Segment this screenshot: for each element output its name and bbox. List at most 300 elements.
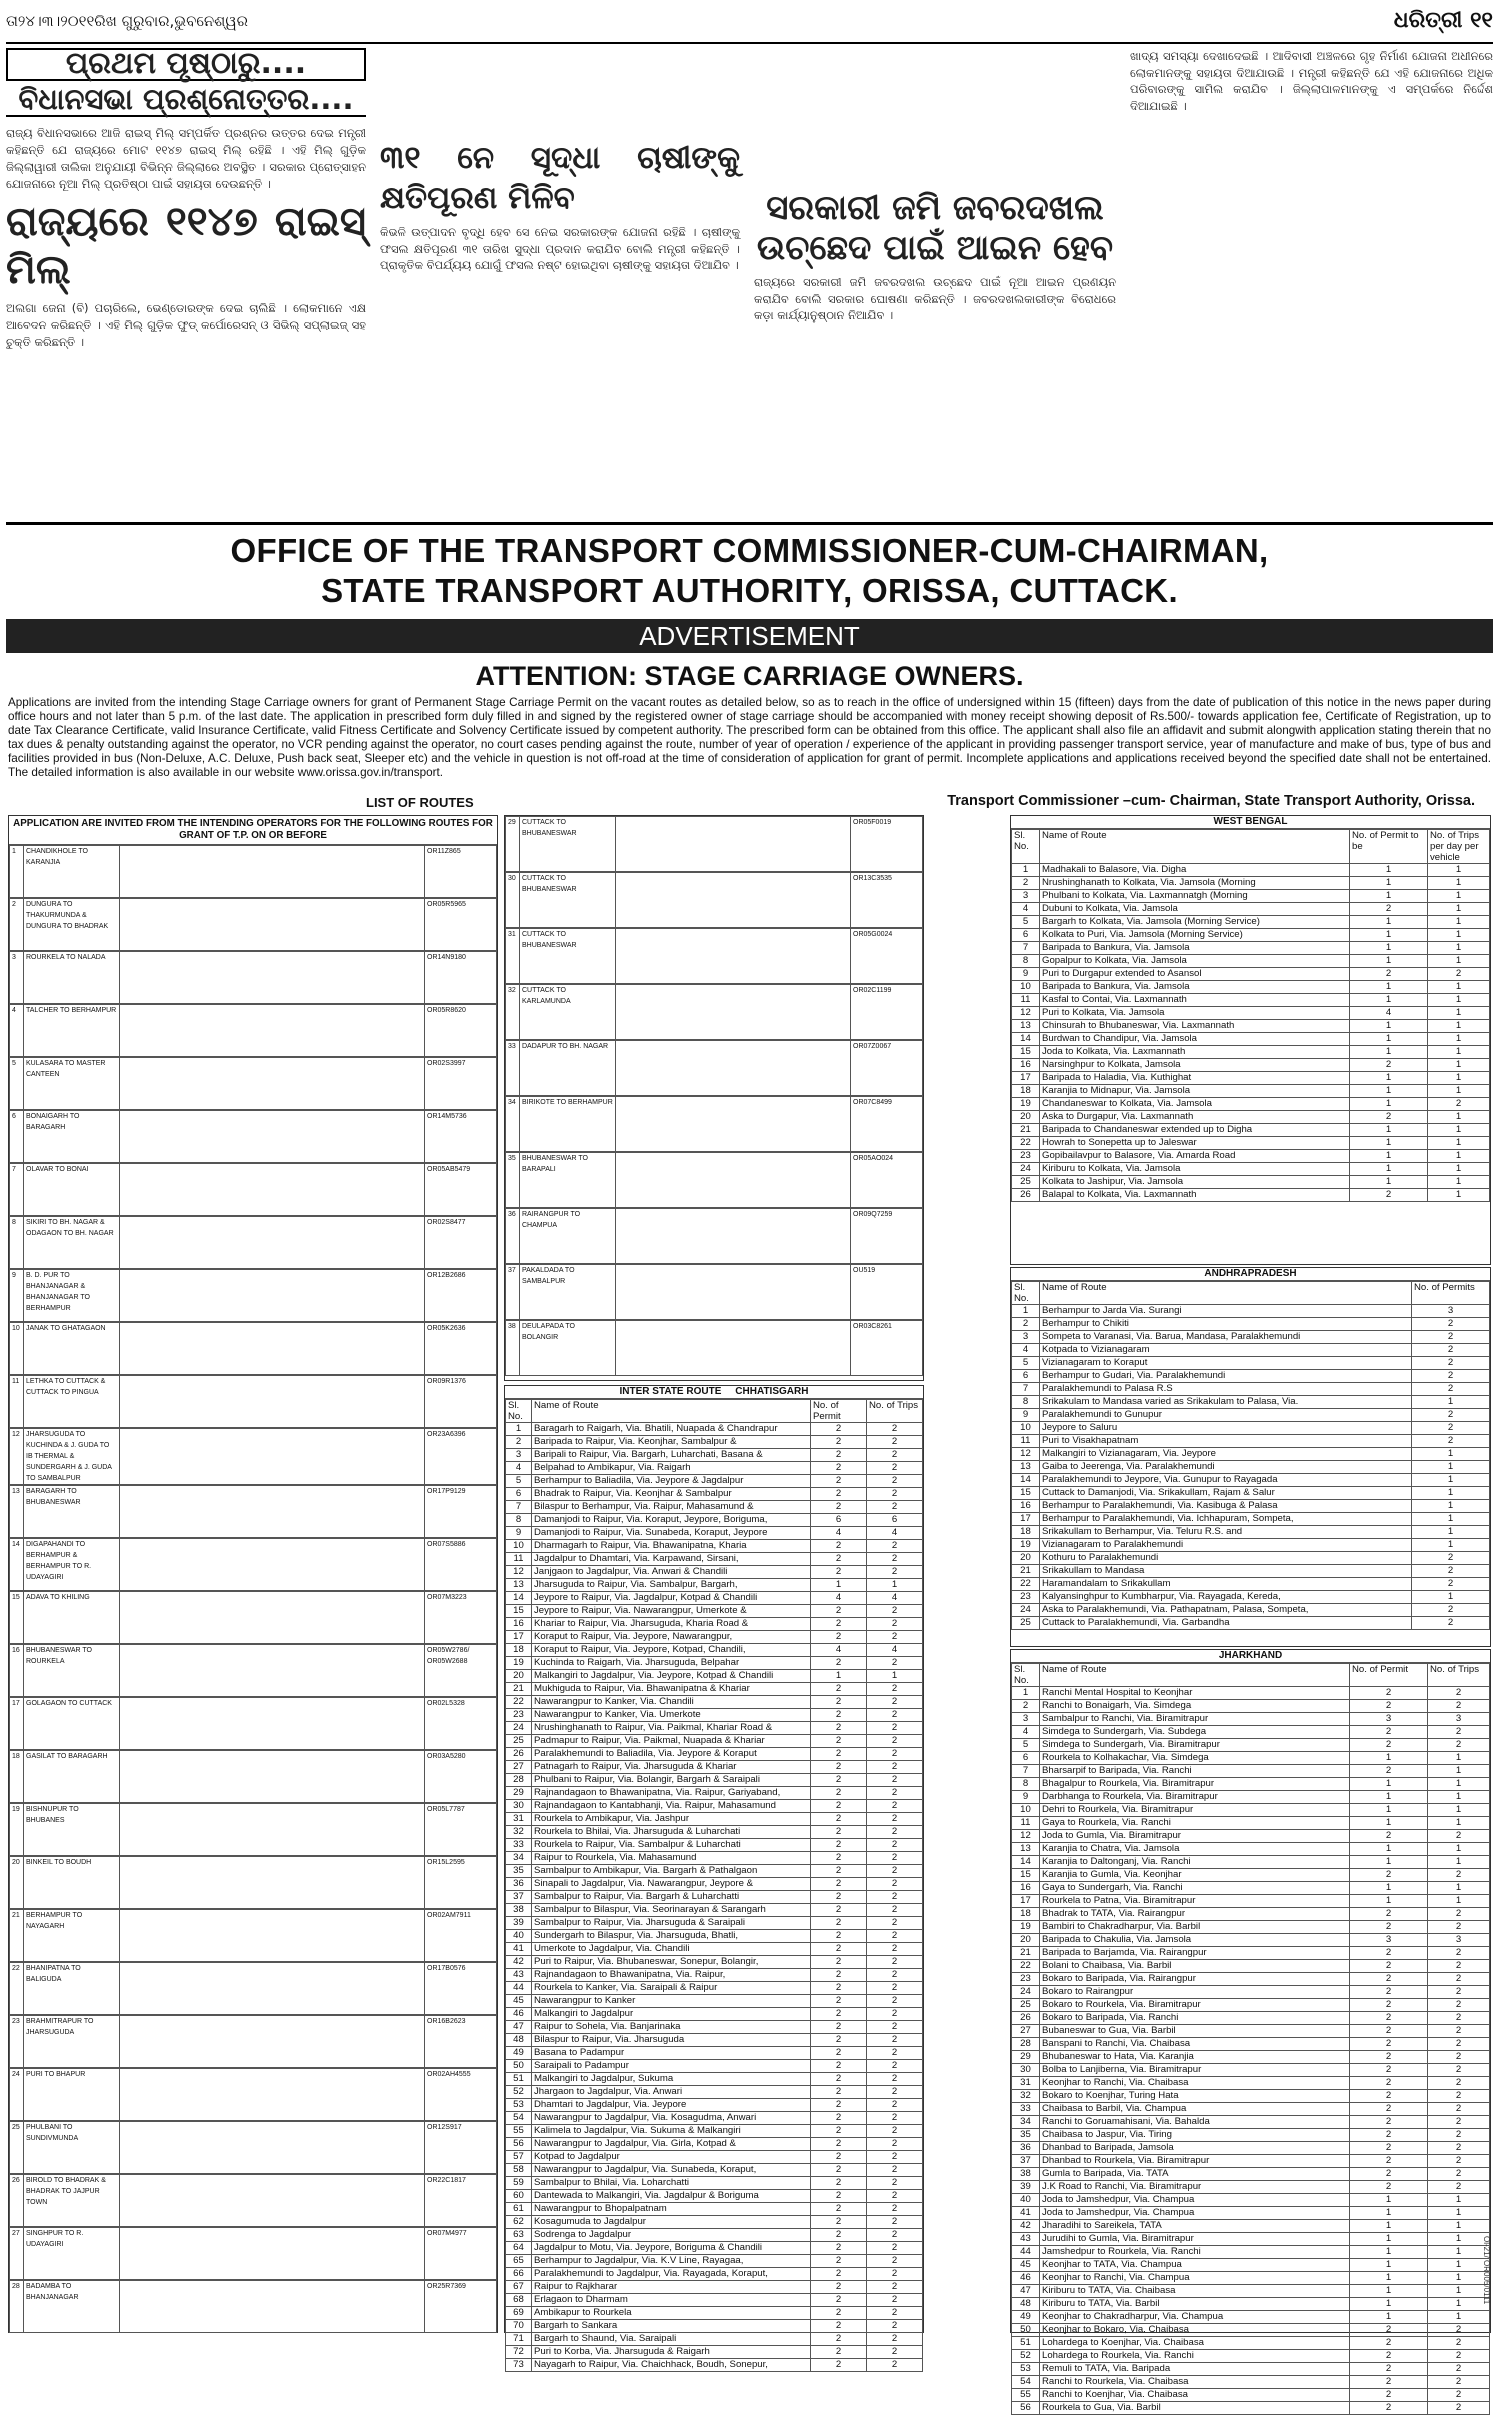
vehicle-number: OR02L5328 <box>425 1698 497 1750</box>
table-cell: 1 <box>1350 864 1428 877</box>
table-cell: 31 <box>506 1813 532 1826</box>
table-row <box>1012 2142 1490 2155</box>
list-of-routes-label: LIST OF ROUTES <box>366 795 474 810</box>
route-timetable <box>505 1264 923 1320</box>
table-cell: 2 <box>1428 1830 1490 1843</box>
route-name: JHARSUGUDA TO KUCHINDA & J. GUDA TO IB THERMAL & SUNDERGARH & J. GUDA TO SAMBALPUR <box>24 1429 120 1485</box>
route-timetable <box>505 1040 923 1096</box>
table-cell: 1 <box>1428 2233 1490 2246</box>
table-row <box>506 1826 923 1839</box>
table-row <box>1012 1098 1490 1111</box>
route-timetable <box>505 984 923 1040</box>
table-cell: 2 <box>1412 1409 1490 1422</box>
table-cell: 9 <box>1012 1791 1040 1804</box>
table-row <box>506 2359 923 2372</box>
table-row <box>1012 1895 1490 1908</box>
table-row <box>1012 1435 1490 1448</box>
table-cell: 2 <box>1350 1960 1428 1973</box>
vehicle-number: OR05L7787 <box>425 1804 497 1856</box>
route-name: PHULBANI TO SUNDIVMUNDA <box>24 2122 120 2174</box>
table-cell: Aska to Durgapur, Via. Laxmannath <box>1040 1111 1350 1124</box>
table-cell: 32 <box>506 1826 532 1839</box>
table-cell: 17 <box>1012 1895 1040 1908</box>
table-cell: 1 <box>1350 2272 1428 2285</box>
table-cell: 2 <box>867 1956 923 1969</box>
table-cell: 4 <box>1012 1344 1040 1357</box>
table-cell: Berhampur to Paralakhemundi, Via. Kasibuga & Palasa <box>1040 1500 1412 1513</box>
table-cell: Joda to Gumla, Via. Biramitrapur <box>1040 1830 1350 1843</box>
table-cell: Nawarangpur to Kanker, Via. Umerkote <box>532 1709 811 1722</box>
table-cell: Remuli to TATA, Via. Baripada <box>1040 2363 1350 2376</box>
table-cell: 1 <box>1350 1163 1428 1176</box>
table-cell: Cuttack to Damanjodi, Via. Srikakullam, Rajam & Salur <box>1040 1487 1412 1500</box>
table-cell: 2 <box>867 1566 923 1579</box>
route-name: BRAHMITRAPUR TO JHARSUGUDA <box>24 2016 120 2068</box>
timing-grid <box>120 1804 425 1856</box>
table-row <box>1012 1565 1490 1578</box>
timing-grid <box>120 1751 425 1803</box>
table-row <box>506 1501 923 1514</box>
table-cell: 1 <box>1350 929 1428 942</box>
table-row <box>506 1995 923 2008</box>
route-name: BIROLD TO BHADRAK & BHADRAK TO JAJPUR TOWN <box>24 2175 120 2227</box>
table-cell: 16 <box>1012 1059 1040 1072</box>
table-row <box>1012 1474 1490 1487</box>
route-timetable <box>9 1803 497 1856</box>
table-cell: Ranchi Mental Hospital to Keonjhar <box>1040 1687 1350 1700</box>
table-cell: 1 <box>1412 1461 1490 1474</box>
table-row <box>506 1631 923 1644</box>
table-cell: 2 <box>1428 2116 1490 2129</box>
table-cell: 4 <box>811 1527 867 1540</box>
route-timetable <box>9 1428 497 1485</box>
table-cell: 1 <box>1350 1882 1428 1895</box>
table-cell: 70 <box>506 2320 532 2333</box>
table-cell: 1 <box>1412 1500 1490 1513</box>
route-number: 6 <box>10 1111 24 1163</box>
table-cell: 2 <box>1428 2389 1490 2402</box>
ad-reference-code: Ol-21/ OR005/0111 <box>1482 2235 1491 2304</box>
table-cell: 1 <box>1412 1591 1490 1604</box>
table-cell: J.K Road to Ranchi, Via. Biramitrapur <box>1040 2181 1350 2194</box>
table-cell: 2 <box>867 2008 923 2021</box>
table-cell: 2 <box>1350 2155 1428 2168</box>
table-cell: 1 <box>1412 1526 1490 1539</box>
table-row <box>1012 2350 1490 2363</box>
table-cell: Keonjhar to Chakradharpur, Via. Champua <box>1040 2311 1350 2324</box>
table-cell: 38 <box>1012 2168 1040 2181</box>
table-row <box>1012 2194 1490 2207</box>
table-cell: 8 <box>1012 955 1040 968</box>
table-cell: 2 <box>867 2177 923 2190</box>
table-cell: 2 <box>1412 1318 1490 1331</box>
left-table-header: APPLICATION ARE INVITED FROM THE INTENDING OPERATORS FOR THE FOLLOWING ROUTES FOR GRANT OF T.P. ON OR BEFORE <box>9 816 497 845</box>
table-row <box>1012 1778 1490 1791</box>
table-cell: 21 <box>1012 1565 1040 1578</box>
table-cell: 2 <box>1428 968 1490 981</box>
table-cell: 73 <box>506 2359 532 2372</box>
table-row <box>506 1891 923 1904</box>
news-section <box>6 48 1493 518</box>
table-cell: 54 <box>506 2112 532 2125</box>
table-cell: 2 <box>867 1735 923 1748</box>
timing-grid <box>120 2016 425 2068</box>
table-cell: 2 <box>1350 2389 1428 2402</box>
table-row <box>1012 1526 1490 1539</box>
table-cell: 2 <box>811 2242 867 2255</box>
table-cell: 2 <box>867 1865 923 1878</box>
table-cell: 1 <box>1350 877 1428 890</box>
table-cell: Paralakhemundi to Jagdalpur, Via. Rayagada, Koraput, <box>532 2268 811 2281</box>
signature-line: Transport Commissioner –cum- Chairman, State Transport Authority, Orissa. <box>947 793 1475 809</box>
table-cell: 47 <box>1012 2285 1040 2298</box>
table-row <box>506 1956 923 1969</box>
vehicle-number: OR13C3535 <box>851 873 923 928</box>
table-cell: Kothuru to Paralakhemundi <box>1040 1552 1412 1565</box>
table-cell: 56 <box>506 2138 532 2151</box>
table-row <box>1012 1033 1490 1046</box>
table-cell: Sundergarh to Bilaspur, Via. Jharsuguda, Bhatli, <box>532 1930 811 1943</box>
table-row <box>506 2281 923 2294</box>
table-cell: 2 <box>867 1553 923 1566</box>
table-cell: Phulbani to Raipur, Via. Bolangir, Bargarh & Saraipali <box>532 1774 811 1787</box>
table-cell: Kalimela to Jagdalpur, Via. Sukuma & Malkangiri <box>532 2125 811 2138</box>
timing-grid <box>120 1217 425 1269</box>
table-cell: 2 <box>867 1488 923 1501</box>
table-cell: 2 <box>811 1852 867 1865</box>
west-bengal-title: WEST BENGAL <box>1011 816 1490 829</box>
table-cell: 1 <box>1350 942 1428 955</box>
route-timetable <box>9 1750 497 1803</box>
timing-grid <box>616 1321 851 1376</box>
table-cell: Kosagumuda to Jagdalpur <box>532 2216 811 2229</box>
table-cell: 2 <box>867 1839 923 1852</box>
table-cell: Baripada to Barjamda, Via. Rairangpur <box>1040 1947 1350 1960</box>
table-cell: 28 <box>1012 2038 1040 2051</box>
table-cell: Rourkela to Kanker, Via. Saraipali & Raipur <box>532 1982 811 1995</box>
table-cell: Joda to Jamshedpur, Via. Champua <box>1040 2194 1350 2207</box>
table-cell: 1 <box>1428 1765 1490 1778</box>
table-row <box>506 2099 923 2112</box>
table-cell: 10 <box>506 1540 532 1553</box>
table-cell: 9 <box>506 1527 532 1540</box>
table-cell: 4 <box>811 1592 867 1605</box>
table-cell: Ranchi to Rourkela, Via. Chaibasa <box>1040 2376 1350 2389</box>
table-cell: Bhagalpur to Rourkela, Via. Biramitrapur <box>1040 1778 1350 1791</box>
table-cell: Bokaro to Koenjhar, Turing Hata <box>1040 2090 1350 2103</box>
table-cell: 1 <box>1428 1111 1490 1124</box>
table-row <box>506 1657 923 1670</box>
table-cell: 2 <box>867 1709 923 1722</box>
table-row <box>1012 1960 1490 1973</box>
table-cell: Joda to Jamshedpur, Via. Champua <box>1040 2207 1350 2220</box>
table-cell: Keonjhar to Bokaro, Via. Chaibasa <box>1040 2324 1350 2337</box>
table-cell: Mukhiguda to Raipur, Via. Bhawanipatna & Khariar <box>532 1683 811 1696</box>
page-header <box>6 4 1493 44</box>
table-cell: Chinsurah to Bhubaneswar, Via. Laxmannath <box>1040 1020 1350 1033</box>
table-row <box>1012 1921 1490 1934</box>
route-timetable <box>9 1216 497 1269</box>
table-cell: 2 <box>1350 968 1428 981</box>
table-row <box>1012 1163 1490 1176</box>
table-cell: 2 <box>867 1501 923 1514</box>
table-cell: 2 <box>506 1436 532 1449</box>
table-cell: 2 <box>1428 2155 1490 2168</box>
table-cell: 7 <box>1012 1383 1040 1396</box>
table-cell: Damanjodi to Raipur, Via. Koraput, Jeypore, Boriguma, <box>532 1514 811 1527</box>
table-row <box>1012 1713 1490 1726</box>
table-cell: 4 <box>1012 1726 1040 1739</box>
table-cell: Rourkela to Patna, Via. Biramitrapur <box>1040 1895 1350 1908</box>
table-cell: 1 <box>1428 2194 1490 2207</box>
table-cell: 2 <box>811 2281 867 2294</box>
table-cell: Nawarangpur to Jagdalpur, Via. Girla, Kotpad & <box>532 2138 811 2151</box>
table-cell: Puri to Korba, Via. Jharsuguda & Raigarh <box>532 2346 811 2359</box>
table-cell: 2 <box>811 1904 867 1917</box>
table-cell: 2 <box>1350 1986 1428 1999</box>
table-cell: 2 <box>1428 2064 1490 2077</box>
vehicle-number: OR02C1199 <box>851 985 923 1040</box>
table-cell: Bhubaneswar to Hata, Via. Karanjia <box>1040 2051 1350 2064</box>
table-cell: Banspani to Ranchi, Via. Chaibasa <box>1040 2038 1350 2051</box>
table-cell: 2 <box>1412 1552 1490 1565</box>
table-cell: 1 <box>1350 1176 1428 1189</box>
table-cell: 2 <box>867 2021 923 2034</box>
table-cell: 1 <box>1350 1046 1428 1059</box>
table-cell: Nawarangpur to Kanker, Via. Chandili <box>532 1696 811 1709</box>
table-cell: 2 <box>811 1501 867 1514</box>
table-cell: Saraipali to Padampur <box>532 2060 811 2073</box>
table-row <box>1012 1869 1490 1882</box>
table-cell: 1 <box>1012 864 1040 877</box>
table-cell: 2 <box>811 1605 867 1618</box>
table-cell: 3 <box>506 1449 532 1462</box>
compensation-headline: ୩୧ ନେ ସୂଦ୍ଧା ଚାଷୀଙ୍କୁ କ୍ଷତିପୂରଣ ମିଳିବ <box>380 140 740 216</box>
table-cell: 23 <box>506 1709 532 1722</box>
table-cell: 15 <box>506 1605 532 1618</box>
table-cell: 1 <box>1428 1817 1490 1830</box>
table-cell: 2 <box>811 2060 867 2073</box>
table-cell: 1 <box>1412 1474 1490 1487</box>
route-timetable <box>505 928 923 984</box>
table-row <box>506 2021 923 2034</box>
table-cell: 2 <box>811 1631 867 1644</box>
table-cell: 1 <box>1428 1895 1490 1908</box>
table-cell: 42 <box>506 1956 532 1969</box>
table-cell: 52 <box>1012 2350 1040 2363</box>
table-row <box>506 1683 923 1696</box>
table-cell: Kasfal to Contai, Via. Laxmannath <box>1040 994 1350 1007</box>
table-cell: Sambalpur to Raipur, Via. Jharsuguda & Saraipali <box>532 1917 811 1930</box>
table-cell: 1 <box>1350 981 1428 994</box>
table-cell: 19 <box>1012 1921 1040 1934</box>
timing-grid <box>120 1592 425 1644</box>
timing-grid <box>120 2228 425 2280</box>
col-sl: Sl. No. <box>1012 830 1040 864</box>
timing-grid <box>120 1270 425 1322</box>
table-row <box>1012 2129 1490 2142</box>
table-cell: 2 <box>1428 2090 1490 2103</box>
table-cell: 1 <box>1350 2233 1428 2246</box>
andhra-title: ANDHRAPRADESH <box>1011 1268 1490 1281</box>
route-number: 21 <box>10 1910 24 1962</box>
table-cell: 1 <box>1350 1895 1428 1908</box>
table-row <box>1012 1007 1490 1020</box>
table-cell: 15 <box>1012 1046 1040 1059</box>
table-row <box>506 1787 923 1800</box>
timing-grid <box>120 1429 425 1485</box>
table-cell: 44 <box>1012 2246 1040 2259</box>
table-cell: 59 <box>506 2177 532 2190</box>
table-cell: 1 <box>1350 1137 1428 1150</box>
table-cell: 2 <box>1428 2012 1490 2025</box>
table-cell: Joda to Kolkata, Via. Laxmannath <box>1040 1046 1350 1059</box>
table-cell: 1 <box>1428 1176 1490 1189</box>
table-row <box>506 1436 923 1449</box>
table-cell: 2 <box>1412 1422 1490 1435</box>
route-number: 30 <box>506 873 520 928</box>
table-row <box>506 1527 923 1540</box>
table-row <box>1012 1370 1490 1383</box>
route-number: 25 <box>10 2122 24 2174</box>
table-cell: 2 <box>867 2229 923 2242</box>
table-row <box>1012 2324 1490 2337</box>
route-name: DUNGURA TO THAKURMUNDA & DUNGURA TO BHADRAK <box>24 899 120 951</box>
table-row <box>506 1774 923 1787</box>
table-cell: 1 <box>1350 2194 1428 2207</box>
table-cell: 1 <box>1428 981 1490 994</box>
table-cell: 71 <box>506 2333 532 2346</box>
table-cell: 2 <box>867 2359 923 2372</box>
office-title <box>6 525 1493 611</box>
vehicle-number: OU519 <box>851 1265 923 1320</box>
table-cell: Karanjia to Gumla, Via. Keonjhar <box>1040 1869 1350 1882</box>
table-cell: Aska to Paralakhemundi, Via. Pathapatnam, Palasa, Sompeta, <box>1040 1604 1412 1617</box>
timing-grid <box>120 952 425 1004</box>
table-cell: 2 <box>811 1735 867 1748</box>
west-bengal-table <box>1011 829 1490 1202</box>
route-name: GASILAT TO BARAGARH <box>24 1751 120 1803</box>
table-cell: 2 <box>867 1657 923 1670</box>
table-cell: Bokaro to Rairangpur <box>1040 1986 1350 1999</box>
table-row <box>1012 1305 1490 1318</box>
table-cell: 72 <box>506 2346 532 2359</box>
table-cell: Bolba to Lanjiberna, Via. Biramitrapur <box>1040 2064 1350 2077</box>
table-cell: 2 <box>811 1709 867 1722</box>
newspaper-name: ଧରିତ୍ରୀ ୧୧ <box>1393 8 1493 33</box>
table-row <box>506 1592 923 1605</box>
table-row <box>506 1579 923 1592</box>
table-cell: 8 <box>1012 1778 1040 1791</box>
table-row <box>1012 2051 1490 2064</box>
route-name: BINKEIL TO BOUDH <box>24 1857 120 1909</box>
route-name: BIRIKOTE TO BERHAMPUR <box>520 1097 616 1152</box>
table-row <box>1012 1383 1490 1396</box>
table-cell: 33 <box>506 1839 532 1852</box>
table-cell: 2 <box>811 1891 867 1904</box>
table-cell: 1 <box>1350 1085 1428 1098</box>
table-cell: 2 <box>811 1553 867 1566</box>
table-cell: 2 <box>1412 1357 1490 1370</box>
timing-grid <box>120 1005 425 1057</box>
table-cell: 2 <box>811 2099 867 2112</box>
table-cell: Chaibasa to Jaspur, Via. Tiring <box>1040 2129 1350 2142</box>
timing-grid <box>120 1963 425 2015</box>
table-cell: 4 <box>867 1527 923 1540</box>
table-row <box>1012 903 1490 916</box>
table-cell: 2 <box>1350 2077 1428 2090</box>
table-cell: 2 <box>811 1995 867 2008</box>
table-cell: 2 <box>811 2294 867 2307</box>
table-cell: Jharadihi to Sareikela, TATA <box>1040 2220 1350 2233</box>
table-cell: 43 <box>506 1969 532 1982</box>
table-cell: 2 <box>811 1787 867 1800</box>
vehicle-number: OR05AB5479 <box>425 1164 497 1216</box>
table-cell: 40 <box>1012 2194 1040 2207</box>
table-cell: 2 <box>811 2346 867 2359</box>
route-timetable <box>505 872 923 928</box>
table-cell: Ranchi to Goruamahisani, Via. Bahalda <box>1040 2116 1350 2129</box>
table-row <box>506 2008 923 2021</box>
table-cell: 1 <box>1428 1189 1490 1202</box>
vehicle-number: OR02AH4555 <box>425 2069 497 2121</box>
table-cell: 2 <box>867 1618 923 1631</box>
route-timetable <box>9 1697 497 1750</box>
table-row <box>1012 1150 1490 1163</box>
table-cell: 1 <box>1350 1124 1428 1137</box>
route-number: 17 <box>10 1698 24 1750</box>
table-cell: 24 <box>506 1722 532 1735</box>
table-row <box>1012 1189 1490 1202</box>
table-cell: 2 <box>867 2086 923 2099</box>
timing-grid <box>120 846 425 898</box>
table-row <box>506 2190 923 2203</box>
col-trips: No. of Trips <box>1428 1664 1490 1687</box>
table-cell: Ambikapur to Rourkela <box>532 2307 811 2320</box>
table-cell: 11 <box>1012 1435 1040 1448</box>
table-cell: 27 <box>506 1761 532 1774</box>
table-cell: Koraput to Raipur, Via. Jeypore, Nawarangpur, <box>532 1631 811 1644</box>
table-cell: 25 <box>506 1735 532 1748</box>
table-cell: 2 <box>811 1930 867 1943</box>
table-cell: Nawarangpur to Jagdalpur, Via. Sunabeda, Koraput, <box>532 2164 811 2177</box>
table-cell: Nayagarh to Raipur, Via. Chaichhack, Boudh, Sonepur, <box>532 2359 811 2372</box>
table-cell: 22 <box>506 1696 532 1709</box>
table-cell: Phulbani to Kolkata, Via. Laxmannatgh (Morning <box>1040 890 1350 903</box>
table-cell: 63 <box>506 2229 532 2242</box>
route-number: 15 <box>10 1592 24 1644</box>
route-timetable <box>9 1538 497 1591</box>
table-cell: 58 <box>506 2164 532 2177</box>
table-cell: Ranchi to Koenjhar, Via. Chaibasa <box>1040 2389 1350 2402</box>
table-cell: 24 <box>1012 1604 1040 1617</box>
west-bengal-routes <box>1010 815 1491 1265</box>
col-sl: Sl. No. <box>506 1400 532 1423</box>
route-number: 5 <box>10 1058 24 1110</box>
table-cell: 2 <box>867 1995 923 2008</box>
table-cell: 60 <box>506 2190 532 2203</box>
table-cell: 2 <box>1350 1111 1428 1124</box>
timing-grid <box>120 1164 425 1216</box>
table-cell: Baripada to Raipur, Via. Keonjhar, Sambalpur & <box>532 1436 811 1449</box>
table-cell: Jeypore to Raipur, Via. Jagdalpur, Kotpad & Chandili <box>532 1592 811 1605</box>
table-cell: Malkangiri to Vizianagaram, Via. Jeypore <box>1040 1448 1412 1461</box>
timing-grid <box>120 1910 425 1962</box>
table-cell: 20 <box>1012 1552 1040 1565</box>
table-cell: 2 <box>811 2086 867 2099</box>
route-timetable <box>9 1591 497 1644</box>
table-row <box>1012 1752 1490 1765</box>
